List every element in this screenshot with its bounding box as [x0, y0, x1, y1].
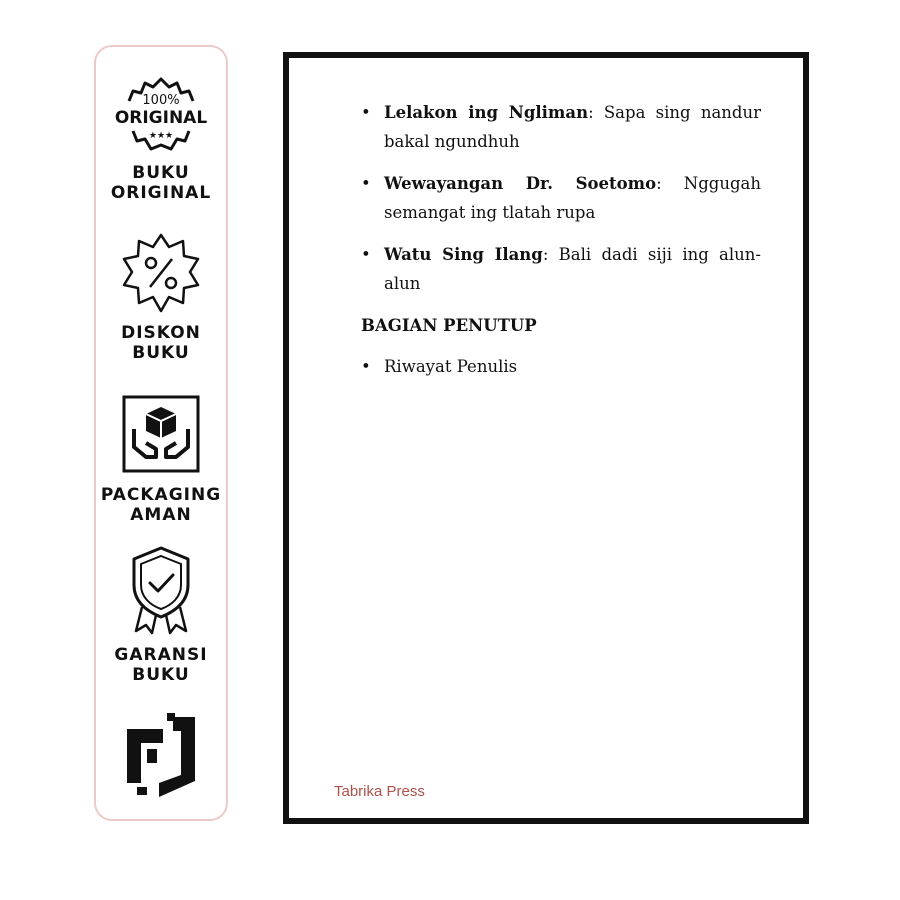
- badge-guarantee-label: [114, 645, 207, 685]
- badge-discount: [96, 231, 226, 363]
- seal-percent-text: 100%: [142, 93, 180, 108]
- item-description: Sapa sing nandur bakal ngundhuh: [384, 103, 761, 151]
- list-item: [361, 240, 761, 298]
- item-title: Watu Sing Ilang: [384, 245, 543, 264]
- badge-original: [96, 71, 226, 203]
- item-title: Lelakon ing Ngliman: [384, 103, 589, 122]
- badge-discount-label: [121, 323, 201, 363]
- badge-guarantee-label-line2: BUKU: [132, 665, 190, 685]
- discount-burst-icon: [118, 231, 204, 317]
- badge-original-label-line1: BUKU: [132, 163, 190, 183]
- badge-guarantee-label-line1: GARANSI: [114, 645, 208, 665]
- page-content: [361, 98, 761, 394]
- original-seal-icon: [111, 71, 211, 163]
- badge-packaging-label: [101, 485, 221, 525]
- item-description: Bali dadi siji ing alun-alun: [384, 245, 761, 293]
- badge-guarantee: [96, 545, 226, 685]
- badge-original-label: [111, 163, 211, 203]
- badge-packaging-label-line1: PACKAGING: [100, 485, 222, 505]
- publisher-logo-icon: [123, 713, 199, 801]
- item-separator: :: [656, 174, 684, 193]
- publisher-brand: Tabrika Press: [334, 783, 425, 800]
- item-title: Wewayangan Dr. Soetomo: [384, 174, 657, 193]
- badge-original-label-line2: ORIGINAL: [110, 183, 212, 203]
- item-separator: :: [588, 103, 604, 122]
- section-heading: BAGIAN PENUTUP: [361, 316, 537, 335]
- badge-discount-label-line2: BUKU: [132, 343, 190, 363]
- item-text: Riwayat Penulis: [384, 357, 518, 376]
- list-item: [361, 352, 761, 381]
- bullet-icon: •: [361, 174, 371, 193]
- badge-discount-label-line1: DISKON: [121, 323, 201, 343]
- box-in-hands-icon: [122, 395, 200, 473]
- badge-packaging-label-line2: AMAN: [130, 505, 192, 525]
- feature-badge-strip: [94, 45, 228, 821]
- badge-publisher-logo: [96, 713, 226, 801]
- book-page-preview: [283, 52, 809, 824]
- badge-packaging: [96, 395, 226, 525]
- bullet-icon: •: [361, 103, 371, 122]
- seal-original-text: ORIGINAL: [114, 108, 208, 128]
- closing-list: [361, 352, 761, 381]
- item-description: Nggugah semangat ing tlatah rupa: [384, 174, 762, 222]
- item-separator: :: [542, 245, 559, 264]
- bullet-icon: •: [361, 245, 371, 264]
- seal-stars: ★★★: [148, 131, 174, 141]
- shield-check-icon: [128, 545, 194, 637]
- bullet-icon: •: [361, 357, 371, 376]
- list-item: [361, 98, 761, 156]
- list-item: [361, 169, 761, 227]
- table-of-contents-list: [361, 98, 761, 298]
